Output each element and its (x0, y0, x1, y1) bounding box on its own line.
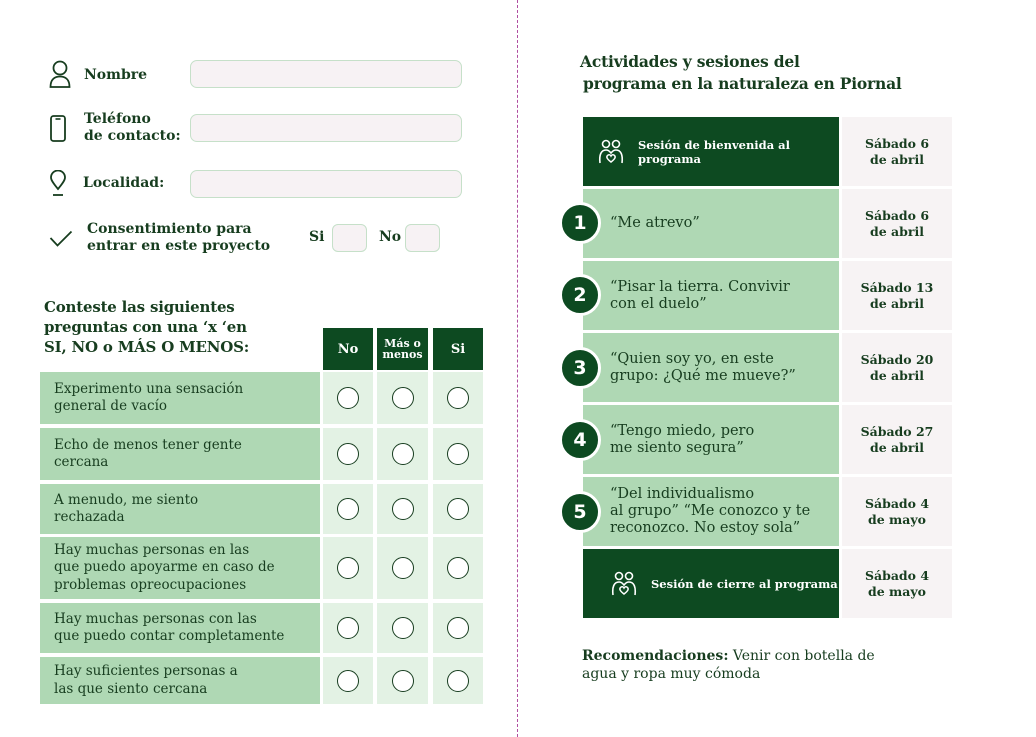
answer-cell-no (323, 428, 373, 480)
radio-yes[interactable] (447, 387, 469, 409)
name-label: Nombre (84, 67, 148, 83)
answer-cell-yes (433, 537, 483, 599)
answer-cell-no (323, 603, 373, 653)
session-title-line: “Me atrevo” (610, 215, 700, 231)
date-line: Sábado 27 (860, 423, 934, 439)
question-line: rechazada (54, 509, 125, 525)
answer-cell-more-or-less (377, 657, 428, 704)
radio-more-or-less[interactable] (392, 557, 414, 579)
session-number-badge: 2 (559, 274, 601, 316)
question-line: A menudo, me siento (54, 491, 199, 508)
date-line: Sábado 13 (860, 279, 934, 295)
session-date (842, 189, 952, 258)
session-title-line: “Pisar la tierra. Convivir (610, 278, 790, 295)
date-line: Sábado 6 (864, 135, 930, 151)
heading-line: SI, NO o MÁS O MENOS: (44, 338, 250, 356)
answer-cell-yes (433, 372, 483, 424)
schedule-title-line: programa en la naturaleza en Piornal (583, 74, 902, 93)
column-header-no: No (323, 328, 373, 370)
date-line: de abril (870, 439, 924, 455)
answer-cell-no (323, 657, 373, 704)
radio-no[interactable] (337, 443, 359, 465)
recommendations-text: Venir con botella de (728, 648, 875, 664)
welcome-session (583, 117, 839, 186)
location-pin-icon (49, 170, 67, 198)
date-line: de abril (870, 295, 924, 311)
radio-more-or-less[interactable] (392, 387, 414, 409)
session-title-line: con el duelo” (610, 295, 707, 312)
answer-cell-yes (433, 657, 483, 704)
people-heart-icon (611, 571, 637, 597)
radio-yes[interactable] (447, 498, 469, 520)
date-line: Sábado 4 (864, 567, 930, 583)
session-date (842, 405, 952, 474)
question-line: Hay muchas personas en las (54, 541, 250, 558)
question-text (40, 484, 320, 534)
date-line: de abril (870, 223, 924, 239)
answer-cell-no (323, 537, 373, 599)
session-title-line: “Tengo miedo, pero (610, 422, 755, 439)
session-number-badge: 5 (559, 491, 601, 533)
question-text (40, 537, 320, 599)
question-text (40, 372, 320, 424)
radio-no[interactable] (337, 670, 359, 692)
column-header-line: Más o (384, 337, 421, 350)
column-header-line: menos (382, 348, 423, 361)
session-title (583, 189, 839, 258)
session-date (842, 477, 952, 546)
recommendations-label: Recomendaciones: (582, 648, 729, 664)
session-date (842, 333, 952, 402)
people-heart-icon (598, 139, 624, 165)
heading-line: preguntas con una ‘x ‘en (44, 318, 247, 336)
session-date (842, 549, 952, 618)
session-title (583, 477, 839, 546)
question-line: cercana (54, 454, 109, 470)
session-title-line: reconozco. No estoy sola” (610, 520, 801, 536)
answer-cell-more-or-less (377, 537, 428, 599)
session-title-line: “Quien soy yo, en este (610, 350, 774, 367)
question-line: que puedo contar completamente (54, 628, 285, 644)
session-title-line: grupo: ¿Qué me mueve?” (610, 367, 796, 384)
consent-no-label: No (379, 229, 402, 245)
session-date (842, 117, 952, 186)
column-header-yes: Si (433, 328, 483, 370)
radio-no[interactable] (337, 498, 359, 520)
answer-cell-no (323, 484, 373, 534)
recommendations (582, 647, 875, 683)
session-title (583, 333, 839, 402)
answer-cell-more-or-less (377, 372, 428, 424)
schedule-title-line: Actividades y sesiones del (580, 52, 800, 71)
radio-more-or-less[interactable] (392, 498, 414, 520)
radio-yes[interactable] (447, 443, 469, 465)
date-line: de mayo (868, 583, 926, 599)
session-title-line: al grupo” “Me conozco y te (610, 503, 811, 519)
name-field[interactable] (190, 60, 462, 88)
phone-label-line: Teléfono (84, 111, 151, 127)
phone-field[interactable] (190, 114, 462, 142)
closing-session (583, 549, 839, 618)
date-line: Sábado 4 (864, 495, 930, 511)
session-title (583, 405, 839, 474)
question-text (40, 657, 320, 704)
column-header-more-or-less (377, 328, 428, 370)
radio-yes[interactable] (447, 670, 469, 692)
fold-line (517, 0, 518, 737)
radio-more-or-less[interactable] (392, 443, 414, 465)
question-line: Hay muchas personas con las (54, 610, 257, 627)
answer-cell-more-or-less (377, 428, 428, 480)
radio-no[interactable] (337, 557, 359, 579)
question-line: general de vacío (54, 398, 168, 414)
answer-cell-more-or-less (377, 603, 428, 653)
question-line: Hay suficientes personas a (54, 663, 238, 679)
locality-label: Localidad: (83, 175, 165, 191)
session-number-badge: 4 (559, 419, 601, 461)
radio-more-or-less[interactable] (392, 617, 414, 639)
date-line: de abril (870, 367, 924, 383)
date-line: Sábado 20 (860, 351, 934, 367)
radio-yes[interactable] (447, 557, 469, 579)
consent-no-box[interactable] (405, 224, 440, 252)
answer-cell-yes (433, 428, 483, 480)
question-line: problemas opreocupaciones (54, 576, 247, 593)
radio-more-or-less[interactable] (392, 670, 414, 692)
phone-label (84, 111, 181, 145)
question-text (40, 428, 320, 480)
recommendations-text: agua y ropa muy cómoda (582, 666, 761, 682)
session-title-line: “Del individualismo (610, 486, 755, 502)
date-line: de abril (870, 151, 924, 167)
answer-cell-yes (433, 603, 483, 653)
consent-label (87, 221, 270, 255)
radio-yes[interactable] (447, 617, 469, 639)
question-line: Echo de menos tener gente (54, 436, 242, 453)
locality-field[interactable] (190, 170, 462, 198)
question-line: las que siento cercana (54, 680, 208, 697)
question-text (40, 603, 320, 653)
welcome-session-label: Sesión de bienvenida al programa (638, 137, 790, 166)
radio-no[interactable] (337, 387, 359, 409)
consent-yes-label: Si (309, 229, 325, 245)
consent-yes-box[interactable] (332, 224, 367, 252)
checkmark-icon (49, 230, 73, 248)
phone-icon (50, 115, 66, 142)
questionnaire-heading (44, 297, 249, 357)
question-line: Experimento una sensación (54, 380, 244, 397)
phone-label-line: de contacto: (84, 128, 181, 144)
consent-label-line: entrar en este proyecto (87, 238, 271, 254)
date-line: Sábado 6 (864, 207, 930, 223)
date-line: de mayo (868, 511, 926, 527)
session-date (842, 261, 952, 330)
consent-label-line: Consentimiento para (87, 221, 252, 237)
closing-session-label: Sesión de cierre al programa (651, 576, 838, 591)
session-number-badge: 1 (559, 202, 601, 244)
answer-cell-no (323, 372, 373, 424)
answer-cell-more-or-less (377, 484, 428, 534)
question-line: que puedo apoyarme en caso de (54, 559, 275, 576)
session-title (583, 261, 839, 330)
radio-no[interactable] (337, 617, 359, 639)
heading-line: Conteste las siguientes (44, 298, 235, 316)
answer-cell-yes (433, 484, 483, 534)
schedule-title (580, 51, 902, 95)
session-number-badge: 3 (559, 347, 601, 389)
session-title-line: me siento segura” (610, 439, 744, 456)
person-icon (49, 60, 71, 88)
